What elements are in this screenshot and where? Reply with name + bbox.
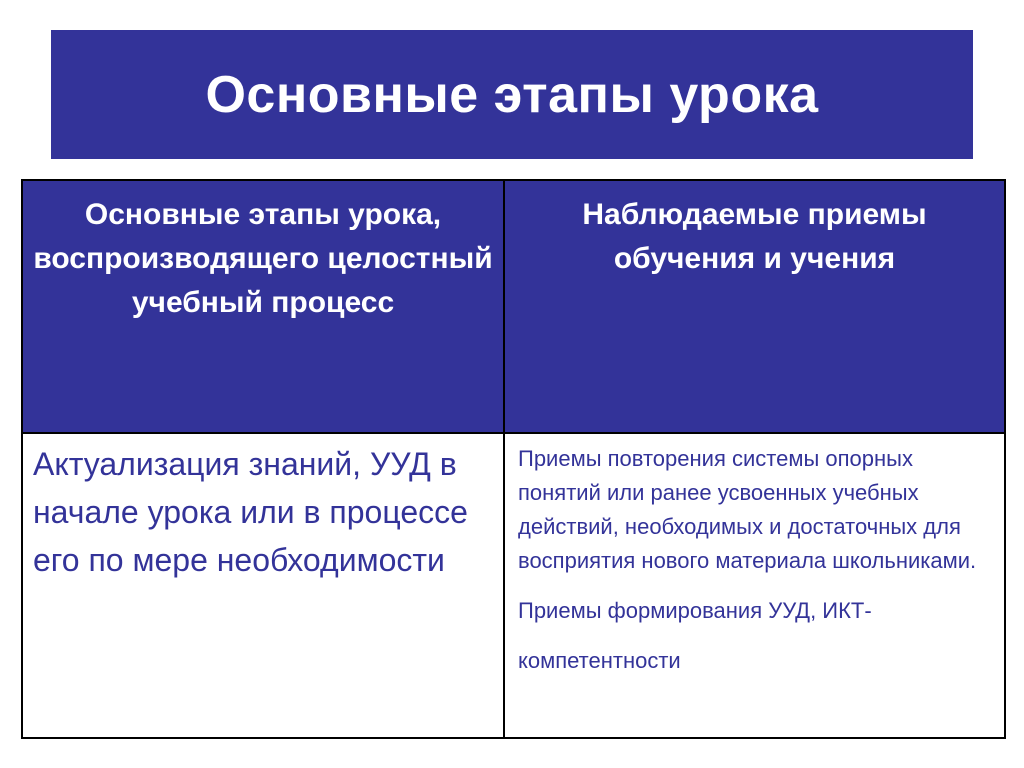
cell-techniques	[504, 433, 1005, 738]
header-techniques: Наблюдаемые приемы обучения и учения	[504, 180, 1005, 433]
technique-item: Приемы повторения системы опорных понятий или ранее усвоенных учебных действий, необходимых и достаточных для восприятия нового материала школьниками.	[518, 446, 977, 573]
stages-table	[21, 179, 1006, 739]
table-row	[22, 433, 1005, 738]
header-stages: Основные этапы урока, воспроизводящего целостный учебный процесс	[22, 180, 504, 433]
cell-stage: Актуализация знаний, УУД в начале урока или в процессе его по мере необходимости	[22, 433, 504, 738]
slide-title: Основные этапы урока	[205, 65, 819, 124]
technique-item: Приемы формирования УУД, ИКТ-компетентности	[518, 598, 872, 673]
table-header-row	[22, 180, 1005, 433]
title-banner	[51, 30, 973, 159]
